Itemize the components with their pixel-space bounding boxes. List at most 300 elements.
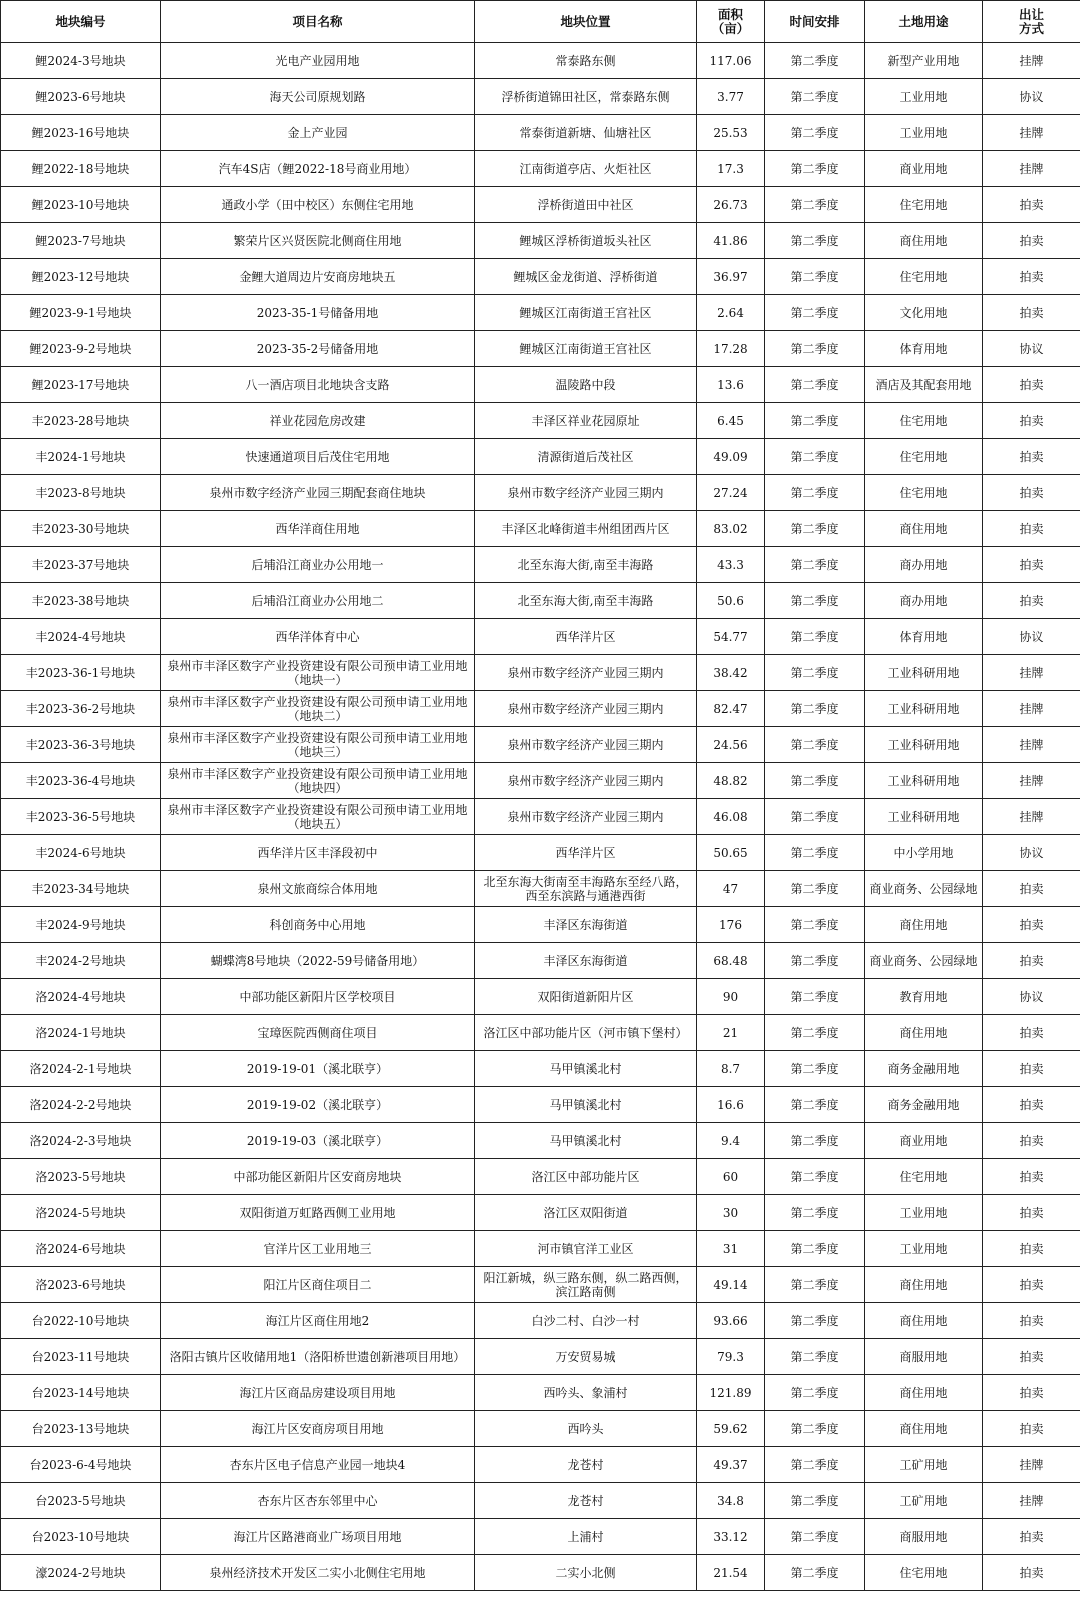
cell-transfer-method: 挂牌	[983, 763, 1080, 799]
cell-parcel-id: 丰2024-9号地块	[1, 907, 161, 943]
table-row	[1, 403, 1080, 439]
cell-project-name: 八一酒店项目北地块含支路	[161, 367, 475, 403]
cell-transfer-method: 拍卖	[983, 439, 1080, 475]
table-row	[1, 691, 1080, 727]
cell-parcel-id: 鲤2023-7号地块	[1, 223, 161, 259]
cell-area: 36.97	[697, 259, 765, 295]
cell-project-name: 泉州经济技术开发区二实小北侧住宅用地	[161, 1555, 475, 1591]
cell-parcel-id: 台2023-6-4号地块	[1, 1447, 161, 1483]
cell-land-use: 工业科研用地	[865, 655, 983, 691]
cell-location: 北至东海大街,南至丰海路	[475, 583, 697, 619]
cell-schedule: 第二季度	[765, 1231, 865, 1267]
cell-location: 北至东海大街南至丰海路东至经八路，西至东滨路与通港西街	[475, 871, 697, 907]
cell-area: 17.3	[697, 151, 765, 187]
cell-area: 49.37	[697, 1447, 765, 1483]
cell-land-use: 住宅用地	[865, 475, 983, 511]
table-row	[1, 187, 1080, 223]
cell-area: 46.08	[697, 799, 765, 835]
table-row	[1, 223, 1080, 259]
cell-area: 54.77	[697, 619, 765, 655]
cell-schedule: 第二季度	[765, 583, 865, 619]
cell-schedule: 第二季度	[765, 187, 865, 223]
cell-transfer-method: 拍卖	[983, 1519, 1080, 1555]
cell-project-name: 后埔沿江商业办公用地二	[161, 583, 475, 619]
cell-location: 马甲镇溪北村	[475, 1087, 697, 1123]
cell-parcel-id: 濠2024-2号地块	[1, 1555, 161, 1591]
cell-location: 洛江区双阳街道	[475, 1195, 697, 1231]
cell-project-name: 泉州文旅商综合体用地	[161, 871, 475, 907]
cell-schedule: 第二季度	[765, 619, 865, 655]
cell-land-use: 住宅用地	[865, 1159, 983, 1195]
table-row	[1, 1375, 1080, 1411]
cell-area: 16.6	[697, 1087, 765, 1123]
header-parcel-id: 地块编号	[1, 1, 161, 43]
cell-transfer-method: 拍卖	[983, 583, 1080, 619]
cell-schedule: 第二季度	[765, 655, 865, 691]
cell-transfer-method: 挂牌	[983, 655, 1080, 691]
cell-location: 西吟头、象浦村	[475, 1375, 697, 1411]
cell-schedule: 第二季度	[765, 1447, 865, 1483]
cell-area: 79.3	[697, 1339, 765, 1375]
cell-project-name: 金鲤大道周边片安商房地块五	[161, 259, 475, 295]
cell-schedule: 第二季度	[765, 439, 865, 475]
cell-land-use: 酒店及其配套用地	[865, 367, 983, 403]
cell-area: 17.28	[697, 331, 765, 367]
cell-schedule: 第二季度	[765, 871, 865, 907]
table-row	[1, 1447, 1080, 1483]
table-row	[1, 1123, 1080, 1159]
cell-area: 3.77	[697, 79, 765, 115]
cell-land-use: 住宅用地	[865, 403, 983, 439]
cell-schedule: 第二季度	[765, 1483, 865, 1519]
cell-transfer-method: 挂牌	[983, 43, 1080, 79]
cell-area: 50.6	[697, 583, 765, 619]
table-row	[1, 43, 1080, 79]
cell-project-name: 西华洋体育中心	[161, 619, 475, 655]
cell-land-use: 工业科研用地	[865, 763, 983, 799]
cell-parcel-id: 洛2024-2-1号地块	[1, 1051, 161, 1087]
cell-parcel-id: 鲤2023-9-1号地块	[1, 295, 161, 331]
cell-project-name: 2023-35-2号储备用地	[161, 331, 475, 367]
table-row	[1, 547, 1080, 583]
cell-area: 90	[697, 979, 765, 1015]
cell-schedule: 第二季度	[765, 1123, 865, 1159]
cell-transfer-method: 拍卖	[983, 1123, 1080, 1159]
cell-project-name: 官洋片区工业用地三	[161, 1231, 475, 1267]
cell-project-name: 泉州市丰泽区数字产业投资建设有限公司预申请工业用地（地块一）	[161, 655, 475, 691]
cell-land-use: 工业用地	[865, 115, 983, 151]
cell-schedule: 第二季度	[765, 1015, 865, 1051]
cell-parcel-id: 鲤2023-9-2号地块	[1, 331, 161, 367]
cell-location: 丰泽区祥业花园原址	[475, 403, 697, 439]
cell-project-name: 泉州市丰泽区数字产业投资建设有限公司预申请工业用地（地块五）	[161, 799, 475, 835]
cell-location: 北至东海大街,南至丰海路	[475, 547, 697, 583]
cell-land-use: 新型产业用地	[865, 43, 983, 79]
cell-project-name: 海江片区安商房项目用地	[161, 1411, 475, 1447]
table-row	[1, 1339, 1080, 1375]
cell-location: 丰泽区东海街道	[475, 907, 697, 943]
cell-location: 白沙二村、白沙一村	[475, 1303, 697, 1339]
cell-parcel-id: 洛2023-5号地块	[1, 1159, 161, 1195]
cell-area: 60	[697, 1159, 765, 1195]
table-row	[1, 619, 1080, 655]
cell-transfer-method: 挂牌	[983, 1483, 1080, 1519]
cell-location: 西吟头	[475, 1411, 697, 1447]
cell-schedule: 第二季度	[765, 403, 865, 439]
cell-land-use: 体育用地	[865, 619, 983, 655]
cell-area: 21	[697, 1015, 765, 1051]
cell-land-use: 商住用地	[865, 511, 983, 547]
header-project-name: 项目名称	[161, 1, 475, 43]
cell-area: 48.82	[697, 763, 765, 799]
cell-project-name: 泉州市数字经济产业园三期配套商住地块	[161, 475, 475, 511]
cell-location: 马甲镇溪北村	[475, 1051, 697, 1087]
cell-schedule: 第二季度	[765, 1303, 865, 1339]
cell-project-name: 2023-35-1号储备用地	[161, 295, 475, 331]
cell-schedule: 第二季度	[765, 763, 865, 799]
cell-project-name: 蝴蝶湾8号地块（2022-59号储备用地）	[161, 943, 475, 979]
table-row	[1, 1555, 1080, 1591]
cell-project-name: 2019-19-02（溪北联亨）	[161, 1087, 475, 1123]
cell-schedule: 第二季度	[765, 1555, 865, 1591]
cell-location: 常泰路东侧	[475, 43, 697, 79]
cell-transfer-method: 拍卖	[983, 1555, 1080, 1591]
cell-area: 2.64	[697, 295, 765, 331]
cell-location: 鲤城区江南街道王宫社区	[475, 295, 697, 331]
cell-schedule: 第二季度	[765, 1267, 865, 1303]
cell-location: 清源街道后茂社区	[475, 439, 697, 475]
cell-parcel-id: 丰2023-8号地块	[1, 475, 161, 511]
cell-schedule: 第二季度	[765, 295, 865, 331]
cell-transfer-method: 挂牌	[983, 151, 1080, 187]
cell-location: 鲤城区浮桥街道坂头社区	[475, 223, 697, 259]
cell-schedule: 第二季度	[765, 367, 865, 403]
cell-land-use: 商服用地	[865, 1519, 983, 1555]
table-row	[1, 835, 1080, 871]
cell-parcel-id: 洛2024-5号地块	[1, 1195, 161, 1231]
cell-project-name: 海天公司原规划路	[161, 79, 475, 115]
table-row	[1, 1483, 1080, 1519]
cell-land-use: 商住用地	[865, 907, 983, 943]
cell-transfer-method: 拍卖	[983, 259, 1080, 295]
cell-location: 洛江区中部功能片区（河市镇下堡村）	[475, 1015, 697, 1051]
cell-parcel-id: 洛2024-6号地块	[1, 1231, 161, 1267]
cell-transfer-method: 拍卖	[983, 1159, 1080, 1195]
cell-parcel-id: 丰2023-36-3号地块	[1, 727, 161, 763]
table-row	[1, 1051, 1080, 1087]
cell-location: 西华洋片区	[475, 619, 697, 655]
cell-transfer-method: 拍卖	[983, 547, 1080, 583]
table-row	[1, 439, 1080, 475]
cell-location: 西华洋片区	[475, 835, 697, 871]
cell-land-use: 住宅用地	[865, 259, 983, 295]
cell-parcel-id: 台2023-14号地块	[1, 1375, 161, 1411]
cell-location: 温陵路中段	[475, 367, 697, 403]
cell-project-name: 海江片区商住用地2	[161, 1303, 475, 1339]
header-land-use: 土地用途	[865, 1, 983, 43]
cell-area: 176	[697, 907, 765, 943]
cell-transfer-method: 拍卖	[983, 1267, 1080, 1303]
cell-land-use: 商务金融用地	[865, 1087, 983, 1123]
cell-schedule: 第二季度	[765, 1087, 865, 1123]
cell-land-use: 住宅用地	[865, 1555, 983, 1591]
cell-location: 洛江区中部功能片区	[475, 1159, 697, 1195]
cell-land-use: 工矿用地	[865, 1483, 983, 1519]
cell-project-name: 宝璋医院西侧商住项目	[161, 1015, 475, 1051]
cell-project-name: 2019-19-03（溪北联亨）	[161, 1123, 475, 1159]
table-header-row	[1, 1, 1080, 43]
table-row	[1, 1303, 1080, 1339]
cell-parcel-id: 鲤2023-12号地块	[1, 259, 161, 295]
cell-project-name: 杏东片区杏东邻里中心	[161, 1483, 475, 1519]
table-row	[1, 367, 1080, 403]
cell-parcel-id: 鲤2023-6号地块	[1, 79, 161, 115]
cell-land-use: 商办用地	[865, 547, 983, 583]
cell-project-name: 泉州市丰泽区数字产业投资建设有限公司预申请工业用地（地块四）	[161, 763, 475, 799]
cell-area: 121.89	[697, 1375, 765, 1411]
cell-area: 117.06	[697, 43, 765, 79]
cell-project-name: 中部功能区新阳片区学校项目	[161, 979, 475, 1015]
cell-land-use: 商住用地	[865, 1267, 983, 1303]
cell-parcel-id: 丰2023-36-5号地块	[1, 799, 161, 835]
cell-schedule: 第二季度	[765, 151, 865, 187]
cell-area: 6.45	[697, 403, 765, 439]
table-row	[1, 979, 1080, 1015]
table-row	[1, 115, 1080, 151]
cell-land-use: 商办用地	[865, 583, 983, 619]
cell-land-use: 商住用地	[865, 223, 983, 259]
table-row	[1, 907, 1080, 943]
cell-schedule: 第二季度	[765, 979, 865, 1015]
cell-location: 龙苍村	[475, 1447, 697, 1483]
cell-area: 34.8	[697, 1483, 765, 1519]
cell-location: 江南街道亭店、火炬社区	[475, 151, 697, 187]
cell-parcel-id: 鲤2024-3号地块	[1, 43, 161, 79]
cell-transfer-method: 拍卖	[983, 187, 1080, 223]
cell-parcel-id: 丰2023-37号地块	[1, 547, 161, 583]
cell-location: 浮桥街道锦田社区，常泰路东侧	[475, 79, 697, 115]
cell-land-use: 工矿用地	[865, 1447, 983, 1483]
cell-area: 49.14	[697, 1267, 765, 1303]
table-row	[1, 1231, 1080, 1267]
cell-schedule: 第二季度	[765, 115, 865, 151]
cell-transfer-method: 协议	[983, 979, 1080, 1015]
cell-schedule: 第二季度	[765, 79, 865, 115]
cell-project-name: 泉州市丰泽区数字产业投资建设有限公司预申请工业用地（地块三）	[161, 727, 475, 763]
cell-land-use: 教育用地	[865, 979, 983, 1015]
cell-land-use: 商务金融用地	[865, 1051, 983, 1087]
cell-transfer-method: 拍卖	[983, 1231, 1080, 1267]
cell-schedule: 第二季度	[765, 1051, 865, 1087]
cell-transfer-method: 拍卖	[983, 1339, 1080, 1375]
cell-parcel-id: 丰2023-28号地块	[1, 403, 161, 439]
cell-parcel-id: 丰2023-30号地块	[1, 511, 161, 547]
table-row	[1, 295, 1080, 331]
cell-area: 49.09	[697, 439, 765, 475]
cell-location: 双阳街道新阳片区	[475, 979, 697, 1015]
cell-schedule: 第二季度	[765, 835, 865, 871]
cell-project-name: 海江片区商品房建设项目用地	[161, 1375, 475, 1411]
cell-parcel-id: 洛2024-4号地块	[1, 979, 161, 1015]
cell-transfer-method: 拍卖	[983, 367, 1080, 403]
cell-land-use: 文化用地	[865, 295, 983, 331]
table-row	[1, 151, 1080, 187]
cell-area: 9.4	[697, 1123, 765, 1159]
cell-location: 丰泽区北峰街道丰州组团西片区	[475, 511, 697, 547]
cell-schedule: 第二季度	[765, 1519, 865, 1555]
cell-area: 24.56	[697, 727, 765, 763]
cell-transfer-method: 挂牌	[983, 799, 1080, 835]
cell-project-name: 阳江片区商住项目二	[161, 1267, 475, 1303]
cell-transfer-method: 拍卖	[983, 475, 1080, 511]
cell-parcel-id: 台2023-5号地块	[1, 1483, 161, 1519]
cell-transfer-method: 拍卖	[983, 907, 1080, 943]
cell-project-name: 西华洋片区丰泽段初中	[161, 835, 475, 871]
cell-transfer-method: 挂牌	[983, 691, 1080, 727]
cell-land-use: 工业用地	[865, 1231, 983, 1267]
cell-land-use: 工业用地	[865, 79, 983, 115]
table-row	[1, 1159, 1080, 1195]
cell-land-use: 工业用地	[865, 1195, 983, 1231]
cell-location: 泉州市数字经济产业园三期内	[475, 763, 697, 799]
cell-area: 93.66	[697, 1303, 765, 1339]
cell-area: 50.65	[697, 835, 765, 871]
cell-parcel-id: 鲤2023-16号地块	[1, 115, 161, 151]
cell-schedule: 第二季度	[765, 1195, 865, 1231]
cell-land-use: 商服用地	[865, 1339, 983, 1375]
cell-transfer-method: 协议	[983, 331, 1080, 367]
cell-transfer-method: 拍卖	[983, 1087, 1080, 1123]
cell-schedule: 第二季度	[765, 691, 865, 727]
cell-project-name: 通政小学（田中校区）东侧住宅用地	[161, 187, 475, 223]
cell-location: 二实小北侧	[475, 1555, 697, 1591]
cell-area: 27.24	[697, 475, 765, 511]
cell-location: 浮桥街道田中社区	[475, 187, 697, 223]
cell-area: 25.53	[697, 115, 765, 151]
table-row	[1, 871, 1080, 907]
cell-area: 8.7	[697, 1051, 765, 1087]
cell-location: 泉州市数字经济产业园三期内	[475, 655, 697, 691]
cell-schedule: 第二季度	[765, 475, 865, 511]
table-row	[1, 655, 1080, 691]
table-row	[1, 511, 1080, 547]
cell-area: 33.12	[697, 1519, 765, 1555]
table-row	[1, 1195, 1080, 1231]
cell-land-use: 商住用地	[865, 1375, 983, 1411]
cell-parcel-id: 丰2024-2号地块	[1, 943, 161, 979]
cell-project-name: 汽车4S店（鲤2022-18号商业用地）	[161, 151, 475, 187]
cell-transfer-method: 拍卖	[983, 1015, 1080, 1051]
table-row	[1, 475, 1080, 511]
cell-transfer-method: 协议	[983, 835, 1080, 871]
cell-location: 泉州市数字经济产业园三期内	[475, 727, 697, 763]
cell-transfer-method: 拍卖	[983, 1411, 1080, 1447]
cell-schedule: 第二季度	[765, 223, 865, 259]
cell-area: 31	[697, 1231, 765, 1267]
cell-parcel-id: 丰2023-36-1号地块	[1, 655, 161, 691]
table-row	[1, 763, 1080, 799]
cell-land-use: 商业用地	[865, 1123, 983, 1159]
cell-schedule: 第二季度	[765, 1375, 865, 1411]
cell-parcel-id: 鲤2023-17号地块	[1, 367, 161, 403]
cell-schedule: 第二季度	[765, 1339, 865, 1375]
table-row	[1, 583, 1080, 619]
cell-transfer-method: 拍卖	[983, 1195, 1080, 1231]
cell-area: 38.42	[697, 655, 765, 691]
cell-area: 43.3	[697, 547, 765, 583]
cell-project-name: 后埔沿江商业办公用地一	[161, 547, 475, 583]
cell-parcel-id: 鲤2022-18号地块	[1, 151, 161, 187]
table-row	[1, 943, 1080, 979]
header-location: 地块位置	[475, 1, 697, 43]
cell-project-name: 科创商务中心用地	[161, 907, 475, 943]
cell-location: 泉州市数字经济产业园三期内	[475, 691, 697, 727]
cell-land-use: 商业商务、公园绿地	[865, 871, 983, 907]
cell-location: 阳江新城，纵三路东侧，纵二路西侧，滨江路南侧	[475, 1267, 697, 1303]
cell-transfer-method: 协议	[983, 79, 1080, 115]
cell-location: 河市镇官洋工业区	[475, 1231, 697, 1267]
cell-project-name: 繁荣片区兴贤医院北侧商住用地	[161, 223, 475, 259]
cell-area: 13.6	[697, 367, 765, 403]
cell-transfer-method: 挂牌	[983, 727, 1080, 763]
cell-transfer-method: 拍卖	[983, 295, 1080, 331]
cell-area: 41.86	[697, 223, 765, 259]
cell-schedule: 第二季度	[765, 1411, 865, 1447]
cell-parcel-id: 丰2023-38号地块	[1, 583, 161, 619]
table-row	[1, 799, 1080, 835]
table-row	[1, 727, 1080, 763]
cell-transfer-method: 拍卖	[983, 943, 1080, 979]
cell-land-use: 商住用地	[865, 1015, 983, 1051]
cell-schedule: 第二季度	[765, 43, 865, 79]
table-row	[1, 331, 1080, 367]
cell-project-name: 2019-19-01（溪北联亨）	[161, 1051, 475, 1087]
cell-transfer-method: 拍卖	[983, 871, 1080, 907]
cell-land-use: 商住用地	[865, 1411, 983, 1447]
cell-schedule: 第二季度	[765, 943, 865, 979]
cell-location: 泉州市数字经济产业园三期内	[475, 475, 697, 511]
table-row	[1, 1411, 1080, 1447]
table-row	[1, 1519, 1080, 1555]
cell-land-use: 工业科研用地	[865, 691, 983, 727]
cell-parcel-id: 丰2024-4号地块	[1, 619, 161, 655]
cell-project-name: 海江片区路港商业广场项目用地	[161, 1519, 475, 1555]
cell-parcel-id: 丰2023-36-2号地块	[1, 691, 161, 727]
cell-parcel-id: 丰2023-34号地块	[1, 871, 161, 907]
cell-schedule: 第二季度	[765, 799, 865, 835]
cell-schedule: 第二季度	[765, 511, 865, 547]
cell-parcel-id: 洛2024-2-2号地块	[1, 1087, 161, 1123]
cell-transfer-method: 拍卖	[983, 1375, 1080, 1411]
cell-location: 上浦村	[475, 1519, 697, 1555]
cell-project-name: 祥业花园危房改建	[161, 403, 475, 439]
cell-land-use: 体育用地	[865, 331, 983, 367]
cell-area: 59.62	[697, 1411, 765, 1447]
cell-project-name: 金上产业园	[161, 115, 475, 151]
header-schedule: 时间安排	[765, 1, 865, 43]
cell-location: 常泰街道新塘、仙塘社区	[475, 115, 697, 151]
cell-land-use: 住宅用地	[865, 439, 983, 475]
cell-project-name: 西华洋商住用地	[161, 511, 475, 547]
cell-parcel-id: 洛2024-1号地块	[1, 1015, 161, 1051]
cell-project-name: 快速通道项目后茂住宅用地	[161, 439, 475, 475]
cell-parcel-id: 台2023-11号地块	[1, 1339, 161, 1375]
cell-location: 龙苍村	[475, 1483, 697, 1519]
cell-project-name: 双阳街道万虹路西侧工业用地	[161, 1195, 475, 1231]
cell-location: 泉州市数字经济产业园三期内	[475, 799, 697, 835]
cell-area: 30	[697, 1195, 765, 1231]
table-body	[1, 43, 1080, 1591]
